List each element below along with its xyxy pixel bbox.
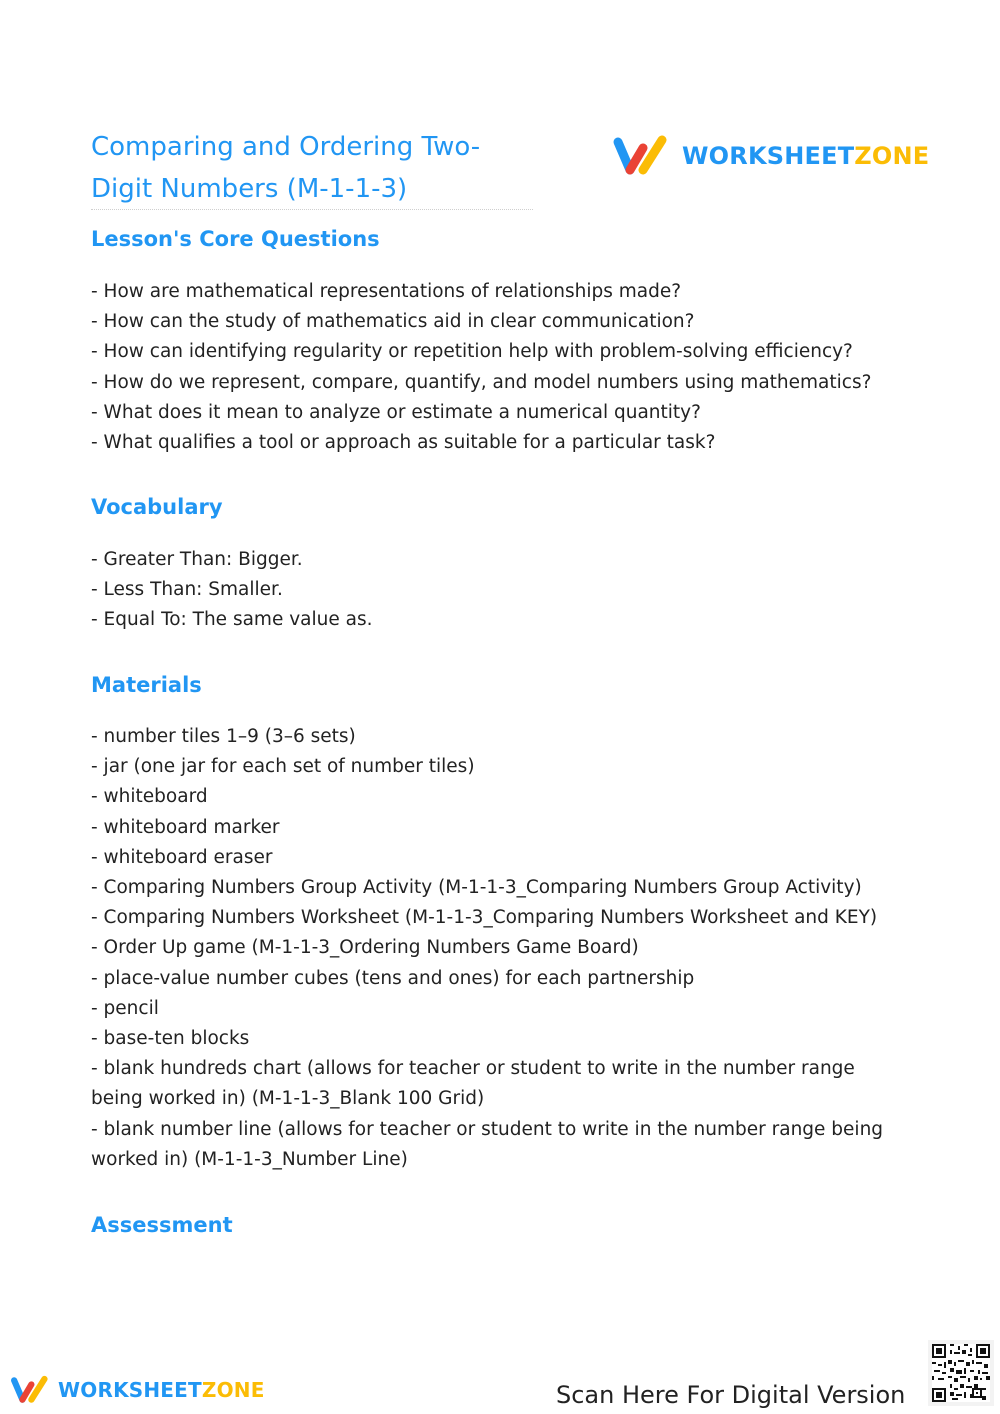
logo-text-worksheet: WORKSHEET (682, 142, 855, 170)
materials-list (91, 722, 901, 1175)
qr-code-graphic (932, 1344, 990, 1402)
list-item: - How are mathematical representations of relationships made? (91, 281, 682, 302)
logo-wordmark (682, 142, 929, 170)
list-item: - blank number line (allows for teacher or student to write in the number range being worked in) (M-1-1-3_Number Line) (91, 1118, 884, 1170)
footer-logo-wordmark (58, 1378, 265, 1402)
logo-text-zone: ZONE (854, 142, 930, 170)
footer-logo-text-worksheet: WORKSHEET (58, 1378, 202, 1402)
title-divider (91, 209, 533, 210)
list-item: - How can identifying regularity or repetition help with problem-solving efficiency? (91, 341, 853, 363)
footer-logo[interactable] (10, 1374, 265, 1406)
list-item: - whiteboard marker (91, 816, 280, 838)
list-item: - How can the study of mathematics aid in clear communication? (91, 311, 695, 333)
list-item: - whiteboard (91, 786, 208, 808)
list-item: - number tiles 1–9 (3–6 sets) (91, 726, 356, 747)
list-item: - Greater Than: Bigger. (91, 549, 303, 570)
worksheetzone-logo[interactable] (612, 134, 929, 178)
list-item: - Equal To: The same value as. (91, 609, 373, 631)
core-questions-heading: Lesson's Core Questions (91, 227, 380, 251)
list-item: - How do we represent, compare, quantify, and model numbers using mathematics? (91, 371, 872, 393)
materials-heading: Materials (91, 673, 202, 697)
worksheetzone-w-icon (612, 134, 670, 178)
list-item: - blank hundreds chart (allows for teacher or student to write in the number range being worked in) (M-1-1-3_Blank 100 Grid) (91, 1058, 855, 1110)
vocabulary-heading: Vocabulary (91, 495, 223, 519)
core-questions-list (91, 277, 911, 458)
list-item: - Comparing Numbers Worksheet (M-1-1-3_Comparing Numbers Worksheet and KEY) (91, 907, 878, 929)
list-item: - What qualifies a tool or approach as suitable for a particular task? (91, 432, 716, 454)
worksheetzone-w-icon (10, 1374, 50, 1406)
list-item: - base-ten blocks (91, 1028, 250, 1050)
list-item: - pencil (91, 997, 159, 1019)
list-item: - place-value number cubes (tens and ones) for each partnership (91, 967, 695, 989)
list-item: - Less Than: Smaller. (91, 579, 283, 601)
vocabulary-list (91, 545, 911, 636)
list-item: - jar (one jar for each set of number tiles) (91, 756, 475, 778)
list-item: - Comparing Numbers Group Activity (M-1-1-3_Comparing Numbers Group Activity) (91, 877, 862, 899)
page-title: Comparing and Ordering Two-Digit Numbers (M-1-1-3) (91, 132, 481, 204)
assessment-heading: Assessment (91, 1213, 233, 1237)
list-item: - Order Up game (M-1-1-3_Ordering Numbers Game Board) (91, 937, 639, 959)
list-item: - whiteboard eraser (91, 846, 273, 868)
scan-instruction: Scan Here For Digital Version (556, 1381, 906, 1409)
qr-code-icon[interactable] (928, 1340, 994, 1406)
footer-logo-text-zone: ZONE (201, 1378, 265, 1402)
list-item: - What does it mean to analyze or estimate a numerical quantity? (91, 401, 701, 423)
